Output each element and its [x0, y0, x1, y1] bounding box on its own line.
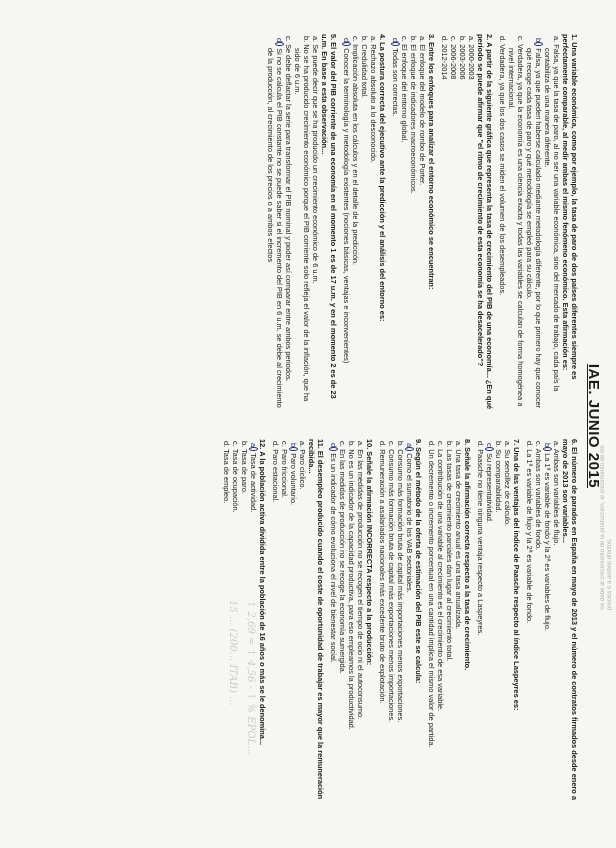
answer-option: [418, 36, 427, 413]
question-stem: [512, 439, 521, 818]
answer-option: [458, 36, 467, 413]
option-text: Rechazo absoluto a lo desconocido.: [369, 44, 378, 163]
answer-option: [378, 441, 387, 818]
answer-option: [369, 36, 378, 413]
answer-option: c. El enfoque del entorno global.: [400, 36, 409, 143]
question-number: 8.: [463, 439, 472, 446]
option-text: Paro voluntario.: [289, 453, 298, 505]
answer-option: [498, 36, 507, 413]
answer-option: [329, 445, 338, 818]
option-text: Consumo más formación bruta de capital más exportaciones menos importaciones.: [387, 449, 396, 723]
answer-option: c. Paro friccional.: [280, 441, 289, 498]
answer-option: [360, 36, 369, 413]
question-7: [476, 439, 521, 818]
question-stem: [258, 439, 267, 818]
option-text: En las medidas de producción no se recogen el tiempo de ocio ni el autoconsumo.: [356, 449, 365, 720]
answer-option: [427, 441, 436, 818]
question-stem: [427, 34, 436, 413]
question-5: [266, 34, 338, 413]
option-text: El enfoque de indicadores macroeconómicos.: [409, 44, 418, 194]
option-text: El enfoque del entorno global.: [400, 44, 409, 143]
option-text: Paro cíclico.: [298, 449, 307, 490]
answer-option: [454, 441, 463, 818]
answer-option: c. Se debe deflactar la serie para transformar el PIB nominal y poder así comparar entre ambos periodos.: [284, 36, 293, 382]
answer-option: [391, 40, 400, 413]
pencil-scribble: 15 ... (200... ITAB) ...: [227, 600, 238, 706]
question-stem: [320, 34, 338, 413]
question-number: 11.: [316, 439, 325, 449]
answer-option: [467, 36, 476, 413]
answer-option: c. Implicación absoluta en los cálculos y en el detalle de la predicción.: [351, 36, 360, 266]
answer-option: [476, 441, 485, 818]
option-text: 2003-2006: [458, 44, 467, 80]
answer-option: [552, 441, 561, 818]
question-columns: [19, 34, 579, 818]
option-text: Verdadera, ya que los dos casos se miden el volumen de los desempleados.: [498, 44, 507, 296]
answer-option: [289, 445, 298, 818]
question-stem: [365, 439, 374, 818]
question-text: Señale la afirmación correcta respecto a la tasa de crecimiento.: [463, 447, 472, 671]
option-text: Conocer la terminología y metodología existentes (nociones básicas, ventajas e inconvenientes): [342, 48, 351, 364]
left-column: [19, 34, 579, 413]
question-number: 12.: [258, 439, 267, 450]
answer-option: [409, 36, 418, 413]
question-8: [427, 439, 472, 818]
option-text: Ambas son variables de flujo.: [552, 448, 561, 546]
answer-option: c. La contribución de una variable al crecimiento es el crecimiento de esa variable.: [436, 441, 445, 712]
question-text: A partir de la siguiente gráfica que representa la tasa de crecimiento del PIB de una economía... ¿En qué período se puede afirmar que "el ritmo de crecimiento de esta economía se ha desacelerado"?: [476, 34, 494, 410]
answer-option: c. Verdadera, ya que la economía es una ciencia exacta y todas las variables se calculan de forma homogénea a nivel internacional.: [507, 36, 525, 407]
option-text: Las tasas de crecimiento parciales dan lugar al crecimiento total.: [445, 449, 454, 662]
option-text: Falsa, ya que pueden haberse calculado mediante metodología diferente, por lo que primero hay que conocer qué recoge cada tasa de paro y qué metodología se empleó para su cálculo.: [525, 48, 543, 409]
option-text: Si no se calcula el PIB constante no se puede saber si el incremento del PIB en 6 u.m. se debe al crecimiento de la producción, al crecimiento de los precios o a ambos efectos: [266, 48, 284, 408]
question-stem: [307, 439, 325, 818]
exam-title: IAE. JUNIO 2015: [585, 363, 602, 489]
option-text: Credulidad total.: [360, 44, 369, 99]
answer-option: [396, 441, 405, 818]
question-stem: [561, 34, 579, 413]
question-number: 3.: [427, 34, 436, 41]
answer-option: [356, 441, 365, 818]
answer-option: c. Consumo más formación bruta de capital más exportaciones menos importaciones.: [387, 441, 396, 723]
option-text: En las medidas de producción no se recoge la economía sumergida.: [338, 449, 347, 674]
question-text: La postura correcta del ejecutivo ante la predicción y el análisis del entorno es:: [378, 42, 387, 322]
question-text: A la población activa dividida entre la población de 16 años o más se le denomina...: [258, 451, 267, 746]
question-text: Una de las ventajas del índice de Paasche respecto al índice Laspeyres es:: [512, 447, 521, 711]
question-9: [378, 439, 423, 818]
question-number: 5.: [329, 34, 338, 41]
question-text: El desempleo producido cuando el coste de oportunidad de trabajar es mayor que la remuneración recibida...: [307, 439, 325, 800]
circled-answer-letter: a.: [405, 443, 414, 450]
option-text: Consumo más formación bruta de capital más importaciones menos exportaciones.: [396, 449, 405, 723]
question-text: Según el método de la oferta de estimación del PIB este se calcula:: [414, 447, 423, 684]
question-number: 9.: [414, 439, 423, 446]
option-text: Una tasa de crecimiento anual es una tasa anualizada.: [454, 449, 463, 630]
answer-option: [543, 36, 561, 413]
option-text: El enfoque del modelo de rombo de Porter.: [418, 44, 427, 186]
question-stem: [463, 439, 472, 818]
option-text: Remuneración a asalariados nacionales más excedente bruto de explotación.: [378, 449, 387, 704]
answer-option: [494, 441, 503, 818]
circled-answer-letter: d.: [391, 38, 400, 45]
question-text: Señale la afirmación INCORRECTA respecto a la producción:: [365, 451, 374, 666]
option-text: Todas son correctas.: [391, 48, 400, 117]
answer-option: c. Tasa de ocupación.: [231, 441, 240, 513]
option-text: Tasa de ocupación.: [231, 448, 240, 513]
question-number: 2.: [485, 34, 494, 41]
question-11: [271, 439, 325, 818]
answer-option: [525, 441, 534, 818]
question-number: 4.: [378, 34, 387, 41]
circled-answer-letter: d.: [342, 38, 351, 45]
option-text: 2000-2003: [467, 44, 476, 80]
answer-option: c. Ambas son variables de fondo.: [534, 441, 543, 551]
question-3: [391, 34, 436, 413]
option-text: Implicación absoluta en los cálculos y en el detalle de la predicción.: [351, 44, 360, 266]
question-number: 1.: [570, 34, 579, 41]
circled-answer-letter: b.: [543, 443, 552, 450]
question-stem: [561, 439, 579, 818]
answer-option: [543, 445, 552, 818]
question-10: [329, 439, 374, 818]
answer-option: [342, 40, 351, 413]
question-stem: [414, 439, 423, 818]
question-text: Una variable económica, como por ejemplo, la tasa de paro de dos países diferentes siempre es perfectamente comparable, al medir ambas el mismo fenómeno económico. Esta afirmación es:: [561, 34, 579, 380]
option-text: Tasa de empleo.: [222, 449, 231, 504]
option-text: Tasa de paro.: [240, 449, 249, 494]
answer-option: [405, 445, 414, 818]
option-text: Verdadera, ya que la economía es una ciencia exacta y todas las variables se calculan de forma homogénea a nivel internacional.: [507, 44, 525, 407]
question-number: 6.: [570, 439, 579, 446]
question-6: [525, 439, 579, 818]
question-stem: [476, 34, 494, 413]
circled-answer-letter: b.: [534, 38, 543, 45]
question-4: [342, 34, 387, 413]
option-text: Un decremento o incremento porcentual en una cantidad implica el mismo valor de partida.: [427, 449, 436, 748]
option-text: Es un indicador de cómo evoluciona el nivel de bienestar social.: [329, 453, 338, 663]
option-text: Paasche no tiene ninguna ventaja respecto a Laspeyres.: [476, 449, 485, 636]
answer-option: c. 2006-2008: [449, 36, 458, 80]
right-column: [19, 439, 579, 818]
answer-option: [445, 441, 454, 818]
option-text: Paro estacional.: [271, 449, 280, 503]
answer-option: [485, 445, 494, 818]
question-text: El número de parados en España en mayo de 2013 y el número de contratos firmados desde enero a mayo de 2013 son variables...: [561, 439, 579, 800]
answer-option: [503, 441, 512, 818]
option-text: Su sencillez de cálculo.: [503, 449, 512, 527]
option-text: La 1ª es variable de fondo y la 2ª es variables de flujo.: [543, 453, 552, 631]
option-text: Ambas son variables de fondo.: [534, 448, 543, 551]
answer-option: [293, 36, 311, 413]
answer-option: [347, 441, 356, 818]
question-text: El valor del PIB corriente de una economía en el momento 1 es de 17 u.m. y en el momento 2 es de 23 u.m. En base a esta observación...: [320, 34, 338, 399]
answer-option: [298, 441, 307, 818]
question-2: [440, 34, 494, 413]
circled-answer-letter: d.: [275, 38, 284, 45]
option-text: Su representatividad.: [485, 453, 494, 523]
answer-option: [525, 40, 543, 413]
option-text: Tasa de actividad.: [249, 453, 258, 513]
option-text: Paro friccional.: [280, 449, 289, 498]
pencil-scribble: ↑ 2,69 = ↑ 4,56 - ↑ % EPOL...: [245, 600, 256, 755]
option-text: No es un indicador de la capacidad productiva, para eso empleamos la productividad.: [347, 449, 356, 730]
question-stem: [378, 34, 387, 413]
circled-answer-letter: a.: [249, 443, 258, 450]
option-text: Falsa, ya que la tasa de paro, al no ser una variable económica, sino del mercado de trabajo, cada país la contabiliza de una manera diferente.: [543, 44, 561, 392]
circled-answer-letter: d.: [329, 443, 338, 450]
option-text: Se debe deflactar la serie para transformar el PIB nominal y poder así comparar entre ambos periodos.: [284, 44, 293, 382]
option-text: Su comparabilidad.: [494, 449, 503, 513]
answer-option: c. En las medidas de producción no se recoge la economía sumergida.: [338, 441, 347, 674]
bleed-through-text: Se debe al crecimiento de la producción, al crecimiento de los precios o a ambos efectos.: [600, 445, 613, 610]
option-text: 2006-2008: [449, 44, 458, 80]
circled-answer-letter: b.: [289, 443, 298, 450]
answer-option: [440, 36, 449, 413]
question-text: Entre los enfoques para analizar el entorno económico se encuentran:: [427, 42, 436, 290]
option-text: La contribución de una variable al crecimiento es el crecimiento de esa variable.: [436, 449, 445, 712]
option-text: La 1ª es variable de flujo y la 2ª es variable de fondo.: [525, 449, 534, 624]
option-text: 2012-2014: [440, 44, 449, 80]
question-number: 7.: [512, 439, 521, 446]
question-1: [498, 34, 579, 413]
answer-option: [311, 36, 320, 413]
answer-option: [271, 441, 280, 818]
question-number: 10.: [365, 439, 374, 450]
circled-answer-letter: c.: [485, 447, 494, 451]
option-text: No se ha producido crecimiento económico porque el PIB corriente solo refleja el valor de la inflación, que ha sido de 6 u.m.: [293, 44, 311, 402]
option-text: Como el sumatorio de los VAB sectoriales.: [405, 453, 414, 593]
option-text: Se puede decir que se ha producido un crecimiento económico de 6 u.m.: [311, 44, 320, 284]
answer-option: [266, 40, 284, 413]
